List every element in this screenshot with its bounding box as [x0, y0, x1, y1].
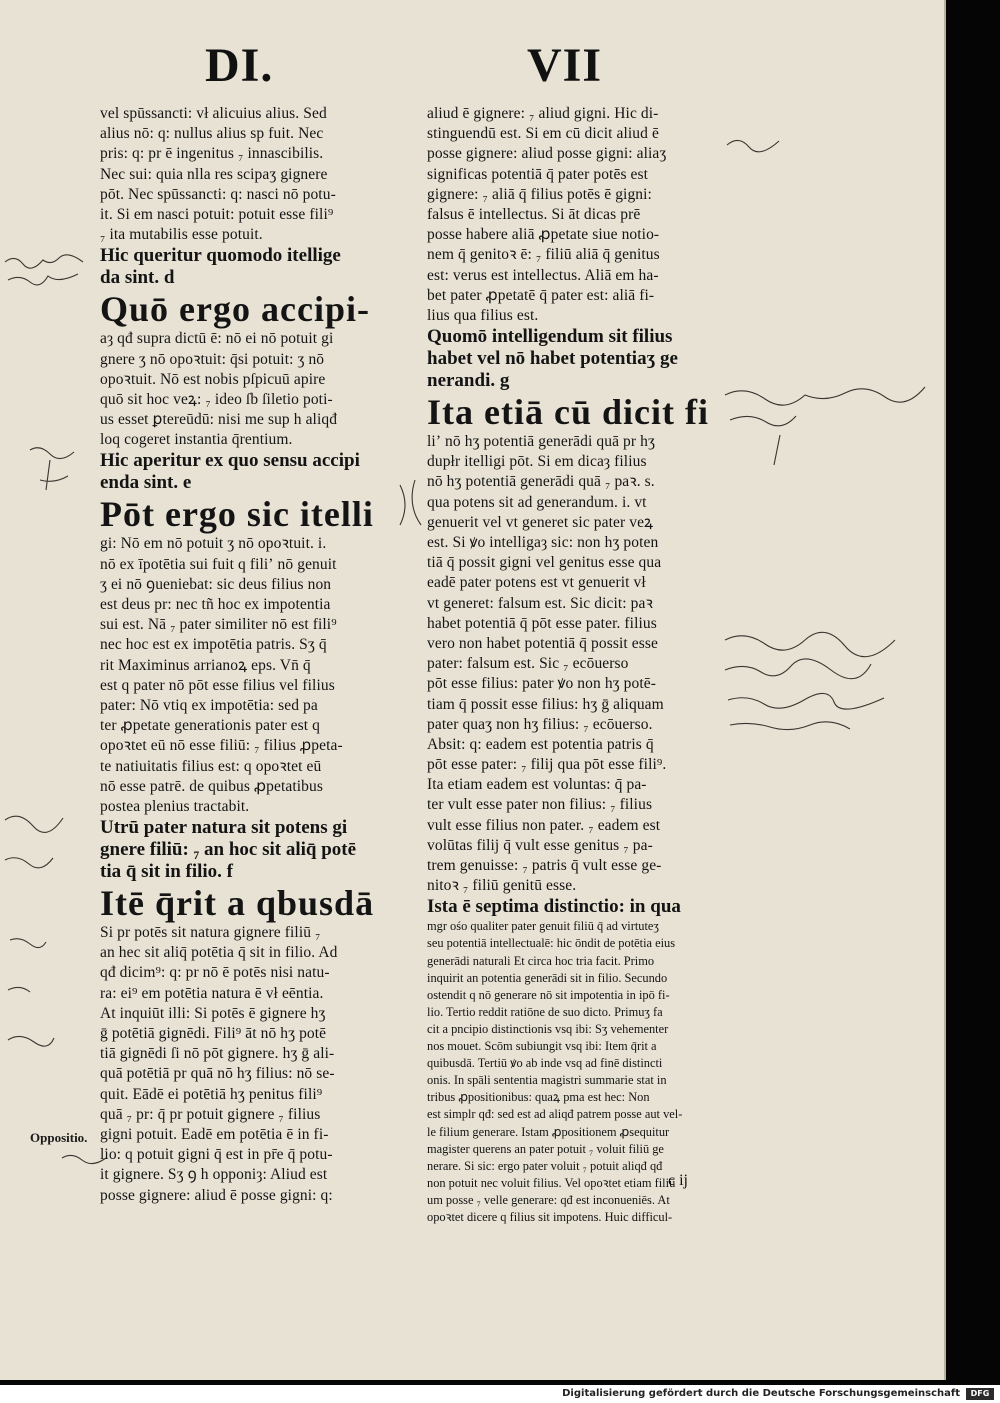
initial-heading: Itē q̄rit a qbusdā — [100, 883, 375, 924]
text-line: quit. Eādē ei potētiā hʒ penitus fili⁹ — [100, 1085, 323, 1103]
text-line: ḡ potētiā gignēdi. Fili⁹ āt nō hʒ potē — [100, 1025, 327, 1042]
section-heading: gnere filiū: ₇ an hoc sit aliq̄ potē — [100, 839, 357, 861]
text-line: pōt esse filius: pater ꝟo non hʒ potē- — [427, 675, 656, 693]
section-heading: Ista ē septima distinctio: in qua — [427, 896, 681, 918]
commentary-line: lio. Tertio reddit ratiōne de suo dicto. Primuʒ fa — [427, 1004, 663, 1019]
section-heading: Quomō intelligendum sit filius — [427, 326, 673, 348]
section-heading: da sint. d — [100, 267, 175, 289]
commentary-line: tribus ꝓpositionibus: quaꝝ pma est hec: Non — [427, 1090, 650, 1105]
commentary-line: generādi naturali Et circa hoc tria facit. Primo — [427, 953, 655, 968]
dfg-logo: DFG — [966, 1388, 994, 1400]
text-line: ter vult esse pater non filius: ₇ filius — [427, 796, 653, 814]
text-line: it gignere. Sʒ ꝯ h opponiȝ: Aliud est — [100, 1166, 328, 1184]
text-line: vero non habet potentiā q̄ possit esse — [427, 634, 658, 652]
text-line: gigni potuit. Eadē em potētia ē in fi- — [100, 1125, 329, 1143]
text-line: quā ₇ pr: q̄ pr potuit gignere ₇ filius — [100, 1105, 321, 1123]
text-line: pater quaʒ non hʒ filius: ₇ ecōuerso. — [427, 715, 653, 733]
text-line: posse gignere: aliud posse gigni: aliaʒ — [427, 145, 667, 163]
page-header-left: DI. — [205, 39, 274, 92]
handwritten-annotation — [720, 375, 945, 475]
text-line: vel spūssancti: vł alicuius alius. Sed — [100, 105, 327, 122]
text-line: gi: Nō em nō potuit ʒ nō opoꝛtuit. i. — [100, 535, 327, 553]
text-line: rit Maximinus arrianoꝝ eps. Vn̄ q̄ — [100, 656, 311, 674]
text-line: pater: Nō vtiq ex impotētia: sed pa — [100, 696, 318, 714]
text-line: eadē pater potens est vt genuerit vł — [427, 574, 646, 592]
initial-heading: Ita etiā cū dicit fi — [427, 392, 709, 433]
commentary-line: non potuit nec voluit filius. Vel opoꝛtet etiam filiū — [427, 1175, 676, 1190]
text-line: qua potens sit ad generandum. i. vt — [427, 493, 647, 511]
text-column-left — [100, 104, 405, 1206]
section-heading: Hic queritur quomodo itellige — [100, 245, 341, 267]
text-line: ₇ ita mutabilis esse potuit. — [100, 226, 263, 244]
section-heading: nerandi. g — [427, 370, 510, 392]
commentary-line: nerare. Si sic: ergo pater voluit ₇ potuit aliqđ qđ — [427, 1158, 663, 1173]
commentary-line: nos mouet. Scōm subiungit vsq ibi: Item q̄rit a — [427, 1039, 657, 1054]
text-line: stinguendū est. Si em cū dicit aliud ē — [427, 125, 659, 143]
text-line: trem genuisse: ₇ patris q̄ vult esse ge- — [427, 857, 662, 874]
text-line: nō esse patrē. de quibus ꝓpetatibus — [100, 777, 323, 795]
handwritten-annotation — [0, 800, 100, 1080]
text-line: Absit: q: eadem est potentia patris q̄ — [427, 735, 654, 753]
text-line: pater: falsum est. Sic ₇ ecōuerso — [427, 655, 629, 673]
section-heading: habet vel nō habet potentiaʒ ge — [427, 348, 678, 370]
text-line: te natiuitatis filius est: q opoꝛtet eū — [100, 757, 322, 775]
text-line: gnere ʒ nō opoꝛtuit: q̄si potuit: ʒ nō — [100, 350, 325, 368]
text-line: quō sit hoc veꝝ: ₇ ideo ſb ſiletio poti- — [100, 390, 333, 408]
section-heading: tia q̄ sit in filio. f — [100, 861, 234, 883]
text-line: tiam q̄ possit esse filius: hʒ ḡ aliquam — [427, 695, 664, 713]
initial-heading: Pōt ergo sic itelli — [100, 494, 374, 535]
text-line: genuerit vel vt generet sic pater veꝝ — [427, 513, 654, 531]
text-line: liʼ nō hʒ potentiā generādi quā pr hʒ — [427, 433, 655, 451]
funding-notice: Digitalisierung gefördert durch die Deutsche Forschungsgemeinschaft — [562, 1388, 960, 1399]
text-line: bet pater ꝓpetatē q̄ pater est: aliā fi- — [427, 286, 655, 304]
text-line: est deus pr: nec tñ hoc ex impotentia — [100, 596, 331, 613]
text-line: significas potentiā q̄ pater potēs est — [427, 165, 649, 183]
text-line: sui est. Nā ₇ pater similiter nō est fili⁹ — [100, 616, 337, 634]
handwritten-annotation — [0, 240, 100, 300]
handwritten-annotation — [725, 125, 785, 165]
text-line: lio: q potuit gigni q̄ est in pr̄e q̄ potu- — [100, 1146, 333, 1164]
text-line: aȝ qđ supra dictū ē: nō ei nō potuit gi — [100, 330, 334, 348]
commentary-line: opoꝛtet dicere q filius sit impotens. Huic difficul- — [427, 1209, 673, 1224]
text-line: pōt esse pater: ₇ filij qua pōt esse fili⁹. — [427, 756, 667, 774]
text-line: volūtas filij q̄ vult esse genitus ₇ pa- — [427, 836, 653, 854]
section-heading: Utrū pater natura sit potens gi — [100, 817, 348, 839]
text-line: est. Si ꝟo intelligaȝ sic: non hʒ poten — [427, 534, 659, 551]
text-line: pris: q: pr ē ingenitus ₇ innascibilis. — [100, 145, 324, 163]
text-line: vult esse filius non pater. ₇ eadem est — [427, 816, 661, 834]
initial-heading: Quō ergo accipi- — [100, 289, 370, 330]
page-header-right: VII — [527, 39, 603, 92]
text-line: loq cogeret instantia q̄rentium. — [100, 431, 293, 449]
text-line: opoꝛtet eū nō esse filiū: ₇ filius ꝓpeta- — [100, 737, 343, 755]
text-line: ra: ei⁹ em potētia natura ē vł eēntia. — [100, 984, 324, 1002]
handwritten-annotation — [720, 625, 945, 740]
section-heading: enda sint. e — [100, 472, 192, 494]
commentary-line: onis. In spāli sententia magistri summarie stat in — [427, 1073, 667, 1088]
commentary-line: le filium generare. Istam ꝓpositionem ꝓsequitur — [427, 1124, 670, 1139]
text-line: dupłr itelligi pōt. Si em dicaȝ filius — [427, 453, 647, 471]
text-line: it. Si em nasci potuit: potuit esse fili⁹ — [100, 205, 334, 223]
text-line: habet potentiā q̄ pōt esse pater. filius — [427, 614, 657, 632]
text-line: posse gignere: aliud ē posse gigni: q: — [100, 1186, 333, 1204]
text-line: ʒ ei nō ꝯueniebat: sic deus filius non — [100, 575, 332, 593]
text-line: At inquiūt illi: Si potēs ē gignere hʒ — [100, 1004, 326, 1022]
commentary-line: magister querens an pater potuit ₇ voluit filiū ge — [427, 1141, 664, 1156]
text-line: est q pater nō pōt esse filius vel filius — [100, 676, 335, 694]
text-line: qđ dicim⁹: q: pr nō ē potēs nisi natu- — [100, 964, 330, 982]
text-line: us esset ꝑtereūdū: nisi me sup h aliqđ — [100, 411, 338, 429]
commentary-line: cit a pncipio distinctionis vsq ibi: Sʒ vehementer — [427, 1021, 669, 1036]
text-line: est: verus est intellectus. Aliā em ha- — [427, 266, 659, 284]
handwritten-annotation — [395, 475, 435, 535]
text-line: nitoꝛ ₇ filiū genitū esse. — [427, 877, 577, 895]
text-line: gignere: ₇ aliā q̄ filius potēs ē gigni: — [427, 185, 652, 203]
signature-mark: c ij — [668, 1172, 688, 1189]
text-line: an hec sit aliq̄ potētia q̄ sit in filio. Ad — [100, 944, 338, 962]
text-column-right — [427, 104, 727, 1226]
handwritten-annotation — [60, 1148, 110, 1168]
text-line: pōt. Nec spūssancti: q: nasci nō potu- — [100, 185, 336, 203]
text-line: opoꝛtuit. Nō est nobis pſpicuū apire — [100, 370, 326, 388]
commentary-line: quibusdā. Tertiū ꝟo ab inde vsq ad finē distincti — [427, 1056, 663, 1071]
text-line: Nec sui: quia nlla res scipaʒ gignere — [100, 165, 328, 183]
text-line: posse habere aliā ꝓpetate siue notio- — [427, 226, 660, 244]
text-line: tiā q̄ possit gigni vel genitus esse qua — [427, 554, 662, 572]
commentary-line: ostendit q nō generare nō sit impotentia in ipō fi- — [427, 987, 670, 1002]
commentary-line: mgr ośo qualiter pater genuit filiū q̄ ad virtuteʒ — [427, 919, 659, 934]
text-line: ter ꝓpetate generationis pater est q — [100, 717, 321, 735]
text-line: nec hoc est ex impotētia patris. Sʒ q̄ — [100, 636, 327, 654]
section-heading: Hic aperitur ex quo sensu accipi — [100, 450, 360, 472]
handwritten-annotation — [10, 430, 100, 500]
text-line: nō ex īpotētia sui fuit q filiʼ nō genuit — [100, 555, 337, 573]
text-line: Si pr potēs sit natura gignere filiū ₇ — [100, 924, 321, 942]
commentary-line: est simplr qđ: sed est ad aliqđ patrem posse aut vel- — [427, 1107, 683, 1122]
text-line: vt generet: falsum est. Sic dicit: paꝛ — [427, 594, 653, 612]
text-line: lius qua filius est. — [427, 306, 539, 324]
text-line: tiā gignēdi ſi nō pōt gignere. hʒ ḡ ali- — [100, 1045, 335, 1063]
commentary-line: seu potentiā intellectualē: hic ōndit de potētia eius — [427, 936, 676, 951]
text-line: falsus ē intellectus. Si āt dicas prē — [427, 205, 641, 223]
commentary-line: inquirit an potentia generādi sit in filio. Secundo — [427, 970, 668, 985]
text-line: aliud ē gignere: ₇ aliud gigni. Hic di- — [427, 105, 659, 122]
text-line: nō hʒ potentiā generādi quā ₇ paꝛ. s. — [427, 473, 655, 491]
margin-note: Oppositio. — [30, 1130, 88, 1145]
commentary-line: um posse ₇ velle generare: qđ est inconueniēs. At — [427, 1192, 670, 1207]
text-line: quā potētiā pr quā nō hʒ filius: nō se- — [100, 1065, 335, 1083]
text-line: Ita etiam eadem est voluntas: q̄ pa- — [427, 776, 647, 794]
footer-bar — [0, 1385, 1000, 1403]
text-line: postea plenius tractabit. — [100, 797, 250, 815]
text-line: nem q̄ genitoꝛ ē: ₇ filiū aliā q̄ genitus — [427, 246, 660, 264]
text-line: alius nō: q: nullus alius sp fuit. Nec — [100, 125, 324, 143]
